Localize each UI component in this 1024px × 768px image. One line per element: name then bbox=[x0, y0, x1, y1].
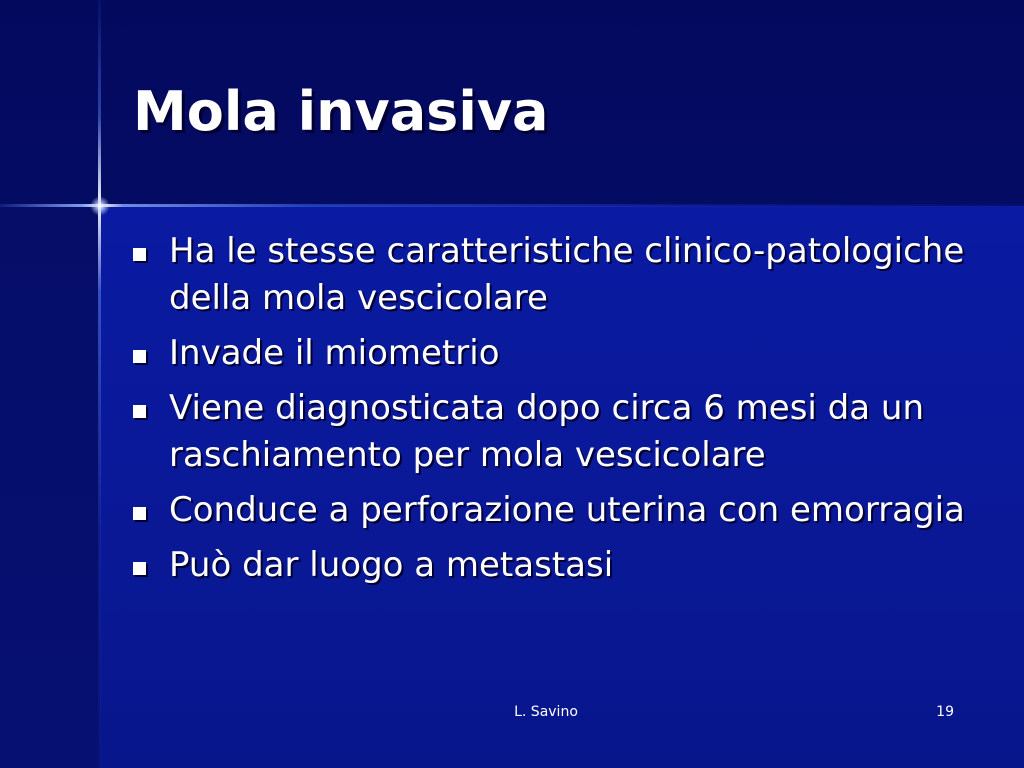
bullet-item bbox=[130, 228, 990, 322]
left-band bbox=[0, 206, 100, 768]
vertical-glow-line bbox=[98, 0, 101, 768]
slide-title: Mola invasiva bbox=[133, 80, 549, 143]
bullet-item bbox=[130, 330, 990, 377]
bullet-text: Invade il miometrio bbox=[169, 333, 500, 373]
horizontal-glow-line bbox=[0, 204, 1024, 207]
footer-author: L. Savino bbox=[514, 704, 578, 720]
bullet-item bbox=[130, 542, 990, 589]
square-bullet-icon bbox=[133, 350, 146, 363]
bullet-item bbox=[130, 385, 990, 479]
bullet-text: Viene diagnosticata dopo circa 6 mesi da un raschiamento per mola vescicolare bbox=[169, 388, 924, 475]
light-flare bbox=[90, 196, 110, 216]
square-bullet-icon bbox=[133, 507, 146, 520]
bullet-text: Conduce a perforazione uterina con emorragia bbox=[169, 490, 965, 530]
square-bullet-icon bbox=[133, 405, 146, 418]
bullet-list bbox=[130, 228, 990, 597]
bullet-text: Ha le stesse caratteristiche clinico-patologiche della mola vescicolare bbox=[169, 231, 965, 318]
page-number: 19 bbox=[936, 704, 954, 720]
square-bullet-icon bbox=[133, 562, 146, 575]
square-bullet-icon bbox=[133, 248, 146, 261]
bullet-item bbox=[130, 487, 990, 534]
bullet-text: Può dar luogo a metastasi bbox=[169, 545, 614, 585]
